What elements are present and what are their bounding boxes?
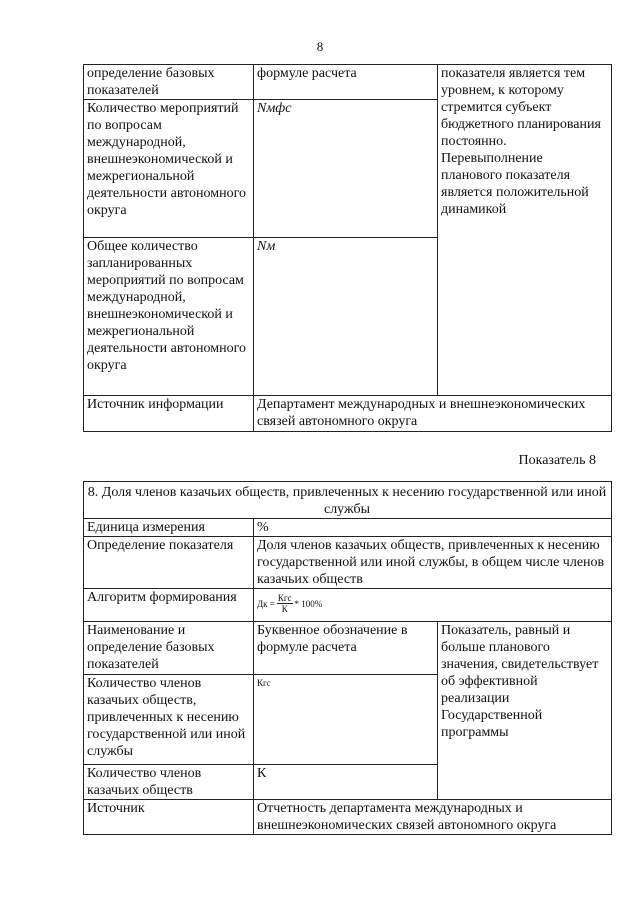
source-label: Источник: [84, 800, 254, 835]
planned-measures-name: Общее количество запланированных мероприятий по вопросам международной, внешнеэкономической и межрегиональной деятельности автономного округа: [84, 238, 254, 396]
page-number: 8: [316, 39, 324, 54]
algorithm-formula: [254, 589, 612, 622]
formula-lhs: Дк =: [257, 598, 275, 609]
measure-count-name: Количество мероприятий по вопросам международной, внешнеэкономической и межрегиональной деятельности автономного округа: [84, 100, 254, 238]
definition-value: Доля членов казачьих обществ, привлеченных к несению государственной или иной службы, в общем числе членов казачьих обществ: [254, 537, 612, 589]
table-row: [84, 622, 612, 675]
formula: [257, 593, 322, 614]
unit-value: %: [254, 519, 612, 537]
table-row: [84, 800, 612, 835]
source-value: Департамент международных и внешнеэкономических связей автономного округа: [254, 396, 612, 432]
base-indicators-header: Наименование и определение базовых показателей: [84, 622, 254, 675]
algorithm-label: Алгоритм формирования: [84, 589, 254, 622]
formula-suffix: * 100%: [294, 598, 323, 609]
definition-label: Определение показателя: [84, 537, 254, 589]
evaluation-note: показателя является тем уровнем, к которому стремится субъект бюджетного планирования постоянно. Перевыполнение планового показателя является положительной динамикой: [438, 65, 612, 396]
cossack-served-name: Количество членов казачьих обществ, привлеченных к несению государственной или иной службы: [84, 675, 254, 765]
measure-count-symbol: Nмфс: [254, 100, 438, 238]
formula-denominator: К: [281, 604, 288, 614]
table-row: [84, 396, 612, 432]
cossack-served-symbol: Кгс: [254, 675, 438, 765]
unit-label: Единица измерения: [84, 519, 254, 537]
formula-symbol-header: формуле расчета: [254, 65, 438, 100]
indicator-table-7-continued: [83, 64, 612, 432]
planned-measures-symbol: Nм: [254, 238, 438, 396]
table-row: [84, 65, 612, 100]
evaluation-note: Показатель, равный и больше планового значения, свидетельствует об эффективной реализации Государственной программы: [438, 622, 612, 800]
source-label: Источник информации: [84, 396, 254, 432]
table-row: [84, 537, 612, 589]
indicator-label: Показатель 8: [518, 453, 596, 468]
formula-fraction: [277, 593, 293, 614]
base-indicators-header: определение базовых показателей: [84, 65, 254, 100]
table-row: [84, 482, 612, 519]
source-value: Отчетность департамента международных и внешнеэкономических связей автономного округа: [254, 800, 612, 835]
formula-symbol-header: Буквенное обозначение в формуле расчета: [254, 622, 438, 675]
indicator-title: 8. Доля членов казачьих обществ, привлеченных к несению государственной или иной службы: [84, 482, 612, 519]
cossack-total-name: Количество членов казачьих обществ: [84, 765, 254, 800]
cossack-total-symbol: К: [254, 765, 438, 800]
table-row: [84, 589, 612, 622]
indicator-table-8: [83, 481, 612, 835]
table-row: [84, 519, 612, 537]
formula-numerator: Кгс: [277, 593, 292, 603]
